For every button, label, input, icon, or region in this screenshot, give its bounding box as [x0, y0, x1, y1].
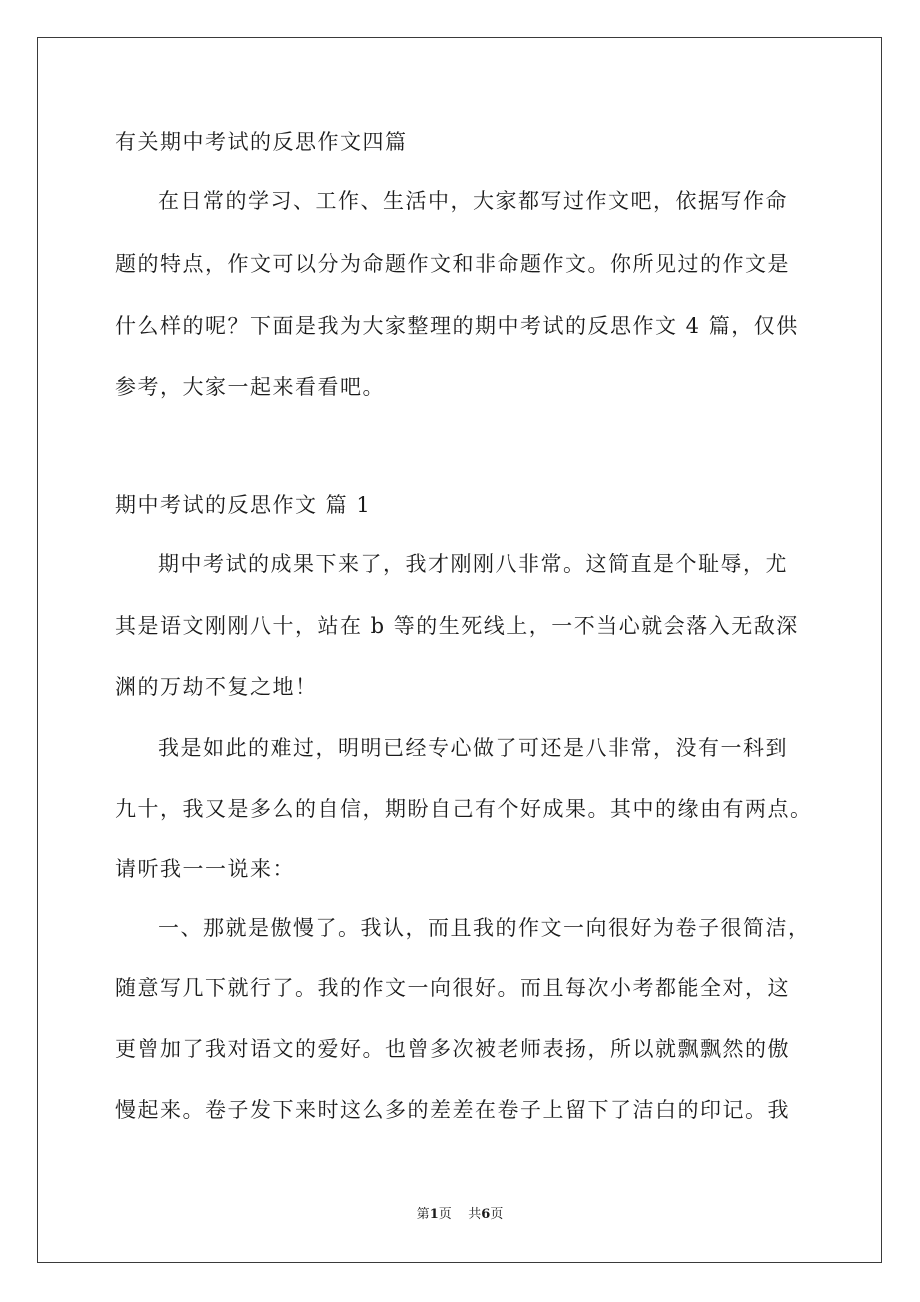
paragraph2-line-3: 请听我一一说来： [115, 857, 295, 881]
paragraph3-line-2: 随意写几下就行了。我的作文一向很好。而且每次小考都能全对，这 [115, 976, 790, 1000]
intro-line-3: 什么样的呢？下面是我为大家整理的期中考试的反思作文 4 篇，仅供 [115, 314, 799, 338]
footer-suffix: 页 [490, 1207, 504, 1222]
document-title: 有关期中考试的反思作文四篇 [115, 130, 408, 154]
intro-line-4: 参考，大家一起来看看吧。 [115, 375, 385, 399]
section-heading: 期中考试的反思作文 篇 1 [115, 493, 372, 517]
intro-line-1: 在日常的学习、工作、生活中，大家都写过作文吧，依据写作命 [158, 189, 788, 213]
paragraph1-line-3: 渊的万劫不复之地！ [115, 675, 318, 699]
paragraph2-line-1: 我是如此的难过，明明已经专心做了可还是八非常，没有一科到 [158, 736, 788, 760]
paragraph2-line-2: 九十，我又是多么的自信，期盼自己有个好成果。其中的缘由有两点。 [115, 797, 813, 821]
paragraph3-line-3: 更曾加了我对语文的爱好。也曾多次被老师表扬，所以就飘飘然的傲 [115, 1037, 790, 1061]
footer-current-page: 1 [429, 1207, 439, 1222]
page-border [37, 37, 882, 1263]
page-footer [0, 1206, 920, 1224]
paragraph1-line-1: 期中考试的成果下来了，我才刚刚八非常。这简直是个耻辱，尤 [158, 552, 788, 576]
footer-mid: 页 共 [438, 1207, 482, 1222]
footer-total-pages: 6 [481, 1207, 491, 1222]
paragraph1-line-2: 其是语文刚刚八十，站在 b 等的生死线上，一不当心就会落入无敌深 [115, 614, 799, 638]
paragraph3-line-4: 慢起来。卷子发下来时这么多的差差在卷子上留下了洁白的印记。我 [115, 1098, 790, 1122]
paragraph3-line-1: 一、那就是傲慢了。我认，而且我的作文一向很好为卷子很简洁， [158, 916, 811, 940]
footer-prefix: 第 [416, 1207, 430, 1222]
intro-line-2: 题的特点，作文可以分为命题作文和非命题作文。你所见过的作文是 [115, 252, 790, 276]
